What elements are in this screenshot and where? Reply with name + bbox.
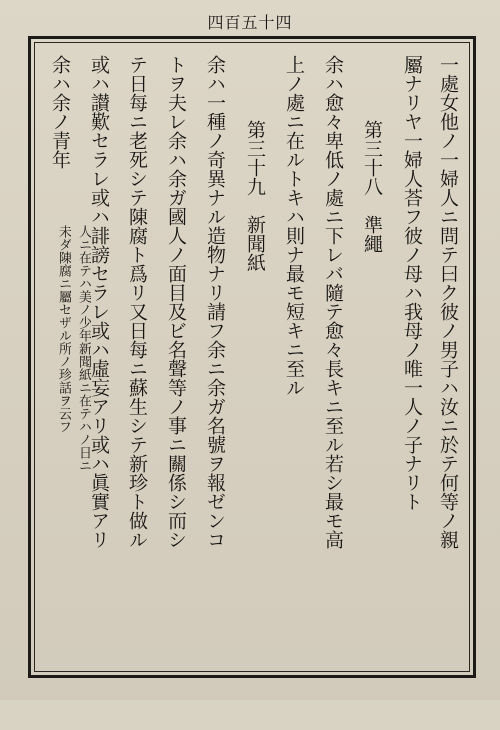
annotation-column: 人ニ在テハ美ノ少年新聞紙ニ在テハノ日ニ xyxy=(76,225,91,472)
annotation-column: 未ダ陳腐ニ屬セザル所ノ珍話ヲ云フ xyxy=(56,225,71,433)
text-column: テ日每ニ老死シテ陳腐ト爲リ又日每ニ蘇生シテ新珍ト做ル xyxy=(126,55,148,549)
text-column: 或ハ讃歎セラレ或ハ誹謗セラレ或ハ虛妄アリ或ハ眞實アリ xyxy=(88,55,110,549)
text-column: 余ハ愈々卑低ノ處ニ下レバ隨テ愈々長キニ至ル若シ最モ高 xyxy=(322,55,344,549)
section-heading-39: 第三十九 新聞紙 xyxy=(244,120,266,272)
text-column: 屬ナリヤ一婦人荅フ彼ノ母ハ我母ノ唯一人ノ子ナリト xyxy=(401,55,423,511)
text-column: 上ノ處ニ在ルトキハ則ナ最モ短キニ至ル xyxy=(283,55,305,397)
text-column: 一處女他ノ一婦人ニ問テ曰ク彼ノ男子ハ汝ニ於テ何等ノ親 xyxy=(437,55,459,549)
text-column: 余ハ余ノ青年 xyxy=(49,55,71,169)
text-column: トヲ夫レ余ハ余ガ國人ノ面目及ビ名聲等ノ事ニ關係シ而シ xyxy=(165,55,187,549)
section-heading-38: 第三十八 準繩 xyxy=(361,120,383,253)
text-column: 余ハ一種ノ奇異ナル造物ナリ請フ余ニ余ガ名號ヲ報ゼンコ xyxy=(204,55,226,549)
page-number-header: 四百五十四 xyxy=(207,13,293,32)
